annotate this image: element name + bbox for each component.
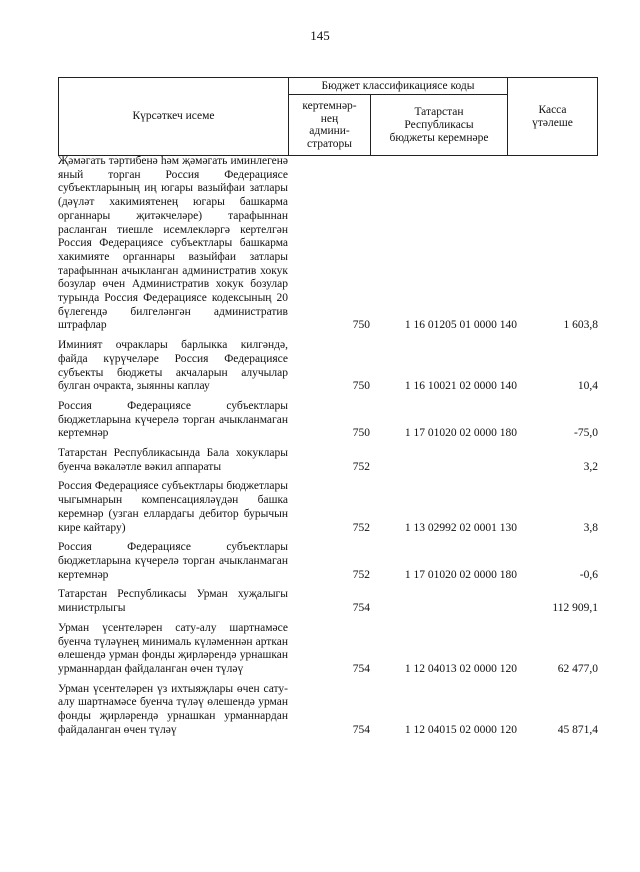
table-row [58,400,598,447]
row-cash-amount: -0,6 [579,568,598,581]
row-admin-code: 754 [352,662,370,675]
row-revenue-code: 1 16 01205 01 0000 140 [404,319,517,332]
table-row [58,588,598,621]
row-admin-code: 750 [352,380,370,393]
row-cash-amount: -75,0 [574,427,598,440]
row-cash-amount: 62 477,0 [557,662,598,675]
row-revenue-code: 1 17 01020 02 0000 180 [404,568,517,581]
row-indicator-name: Урман үсентеләрен үз ихтыяҗлары өчен сату-алу шартнамәсе буенча түләү өлешендә урман фонды җирләрендә урнашкан урманнардан файдаланган өчен түләү [58,682,288,736]
table-row [58,683,598,744]
row-admin-code: 752 [352,460,370,473]
header-indicator-name: Күрсәткеч исеме [58,77,289,156]
row-admin-code: 752 [352,521,370,534]
table-row [58,541,598,588]
header-admin-column: кертемнәр- нең админи- страторы [288,94,371,156]
header-revenue-column: Татарстан Республикасы бюджеты керемнәре [370,94,508,156]
table-row [58,622,598,683]
row-indicator-name: Татарстан Республикасы Урман хуҗалыгы министрлыгы [58,588,288,615]
table-body [58,155,598,743]
row-revenue-code: 1 13 02992 02 0001 130 [404,521,517,534]
row-cash-amount: 3,8 [583,521,598,534]
row-revenue-code: 1 12 04013 02 0000 120 [404,662,517,675]
header-cash-execution: Касса үтәлеше [507,77,598,156]
row-admin-code: 750 [352,427,370,440]
row-indicator-name: Җәмәгать тәртибенә һәм җәмәгать иминлегенә яный торган Россия Федерациясе субъектларының иң югары вазыйфаи затлары (дәүләт хакимиятенең югары башкарма органнары җитәкчеләре) тарафыннан расланган тиешле исемлекләргә кертелгән Россия Федерациясе субъектлары башкарма хакимияте органнары вазыйфаи затлары тарафыннан ачыкланган административ хокук бозулар өчен Административ хокук бозулар турында Россия Федерациясе кодексының 20 бүлегендә билгеләнгән административ штрафлар [58,155,288,332]
table-row [58,480,598,541]
row-cash-amount: 112 909,1 [552,602,598,615]
table-row [58,339,598,400]
header-budget-code-group: Бюджет классификациясе коды [288,77,508,95]
row-cash-amount: 1 603,8 [563,319,598,332]
row-cash-amount: 10,4 [577,380,598,393]
table-row [58,447,598,480]
row-indicator-name: Татарстан Республикасында Бала хокуклары буенча вәкаләтле вәкил аппараты [58,447,288,473]
row-cash-amount: 3,2 [583,460,598,473]
row-indicator-name: Россия Федерациясе субъектлары бюджетларына күчерелә торган ачыкланмаган кертемнәр [58,399,288,440]
table-header [58,77,598,156]
row-revenue-code: 1 17 01020 02 0000 180 [404,427,517,440]
row-cash-amount: 45 871,4 [557,723,598,736]
row-indicator-name: Урман үсентеләрен сату-алу шартнамәсе буенча түләүнең минималь күләменнән арткан өлешендә урман фонды җирләрендә урнашкан урманнардан файдаланган өчен түләү [58,621,288,675]
row-admin-code: 752 [352,568,370,581]
table-row [58,155,598,339]
row-indicator-name: Россия Федерациясе субъектлары бюджетларына күчерелә торган ачыкланмаган кертемнәр [58,541,288,581]
row-revenue-code: 1 12 04015 02 0000 120 [404,723,517,736]
row-admin-code: 754 [352,723,370,736]
row-indicator-name: Россия Федерациясе субъектлары бюджетлары чыгымнарын компенсацияләүдән башка керемнәр (узган еллардагы дебитор бурычын кире кайтару) [58,480,288,534]
row-admin-code: 750 [352,319,370,332]
page-number: 145 [310,28,330,43]
row-admin-code: 754 [352,602,370,615]
row-indicator-name: Иминият очраклары барлыкка килгәндә, файда күрүчеләре Россия Федерациясе субъекты бюджеты акчаларын алучылар булган очракта, зыянны каплау [58,339,288,393]
row-revenue-code: 1 16 10021 02 0000 140 [404,380,517,393]
